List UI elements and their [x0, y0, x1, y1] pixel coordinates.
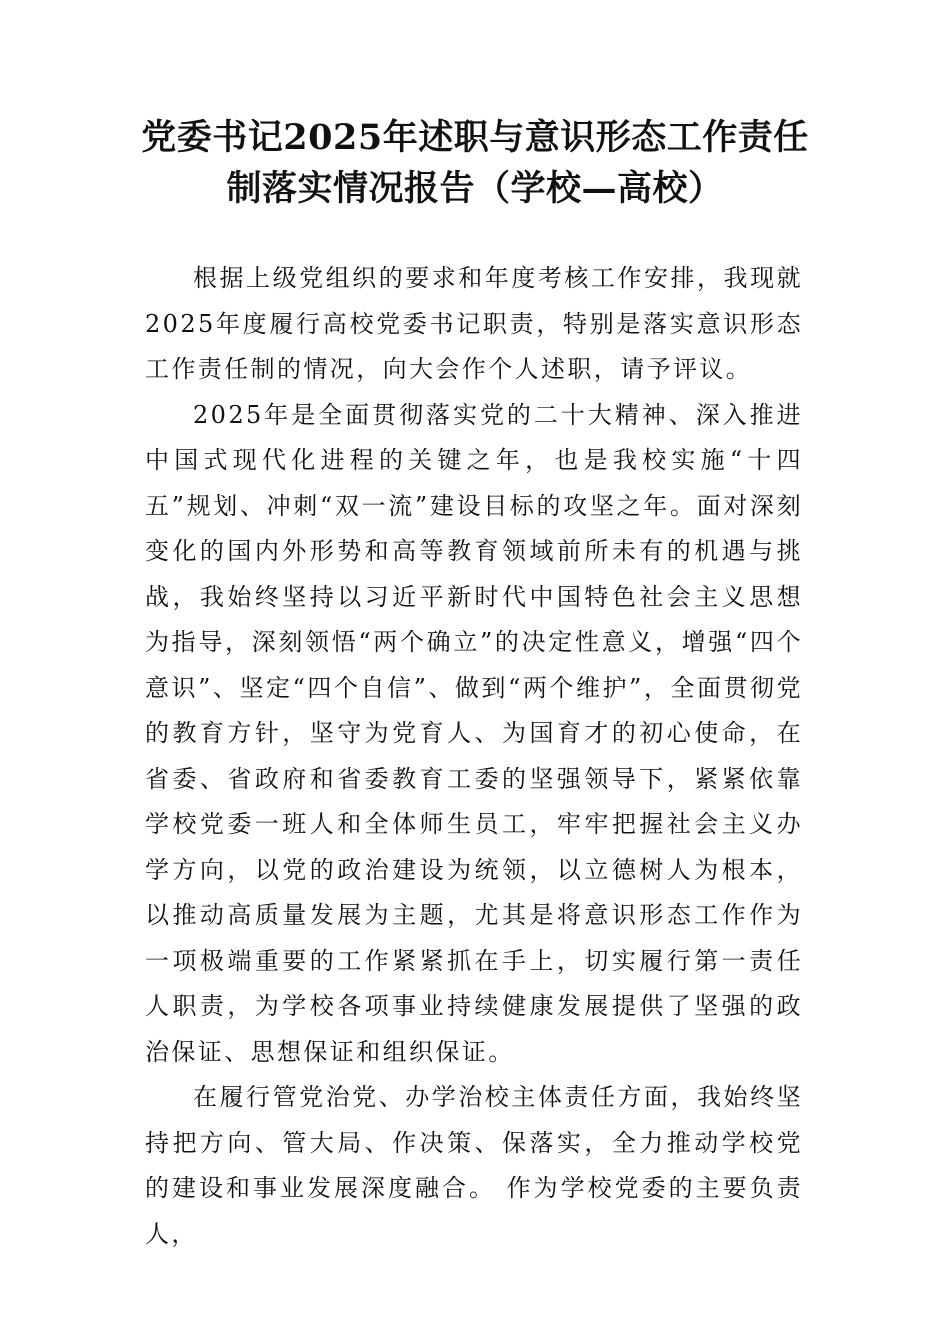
- document-title: [140, 112, 810, 214]
- paragraph-intro: 根据上级党组织的要求和年度考核工作安排，我现就2025年度履行高校党委书记职责，特别是落实意识形态工作责任制的情况，向大会作个人述职，请予评议。: [145, 264, 803, 383]
- document-body: [145, 256, 803, 1257]
- paragraph-overview: 2025年是全面贯彻落实党的二十大精神、深入推进中国式现代化进程的关键之年，也是我校实施“十四五”规划、冲刺“双一流”建设目标的攻坚之年。面对深刻变化的国内外形势和高等教育领域前所未有的机遇与挑战，我始终坚持以习近平新时代中国特色社会主义思想为指导，深刻领悟“两个确立”的决定性意义，增强“四个意识”、坚定“四个自信”、做到“两个维护”，全面贯彻党的教育方针，坚守为党育人、为国育才的初心使命，在省委、省政府和省委教育工委的坚强领导下，紧紧依靠学校党委一班人和全体师生员工，牢牢把握社会主义办学方向，以党的政治建设为统领，以立德树人为根本，以推动高质量发展为主题，尤其是将意识形态工作作为一项极端重要的工作紧紧抓在手上，切实履行第一责任人职责，为学校各项事业持续健康发展提供了坚强的政治保证、思想保证和组织保证。: [145, 400, 803, 1066]
- paragraph-responsibility: 在履行管党治党、办学治校主体责任方面，我始终坚持把方向、管大局、作决策、保落实，全力推动学校党的建设和事业发展深度融合。 作为学校党委的主要负责人，: [145, 1083, 803, 1248]
- title-line-1: 党委书记2025年述职与意识形态工作责任: [141, 117, 809, 158]
- title-line-2: 制落实情况报告（学校—高校）: [226, 168, 724, 209]
